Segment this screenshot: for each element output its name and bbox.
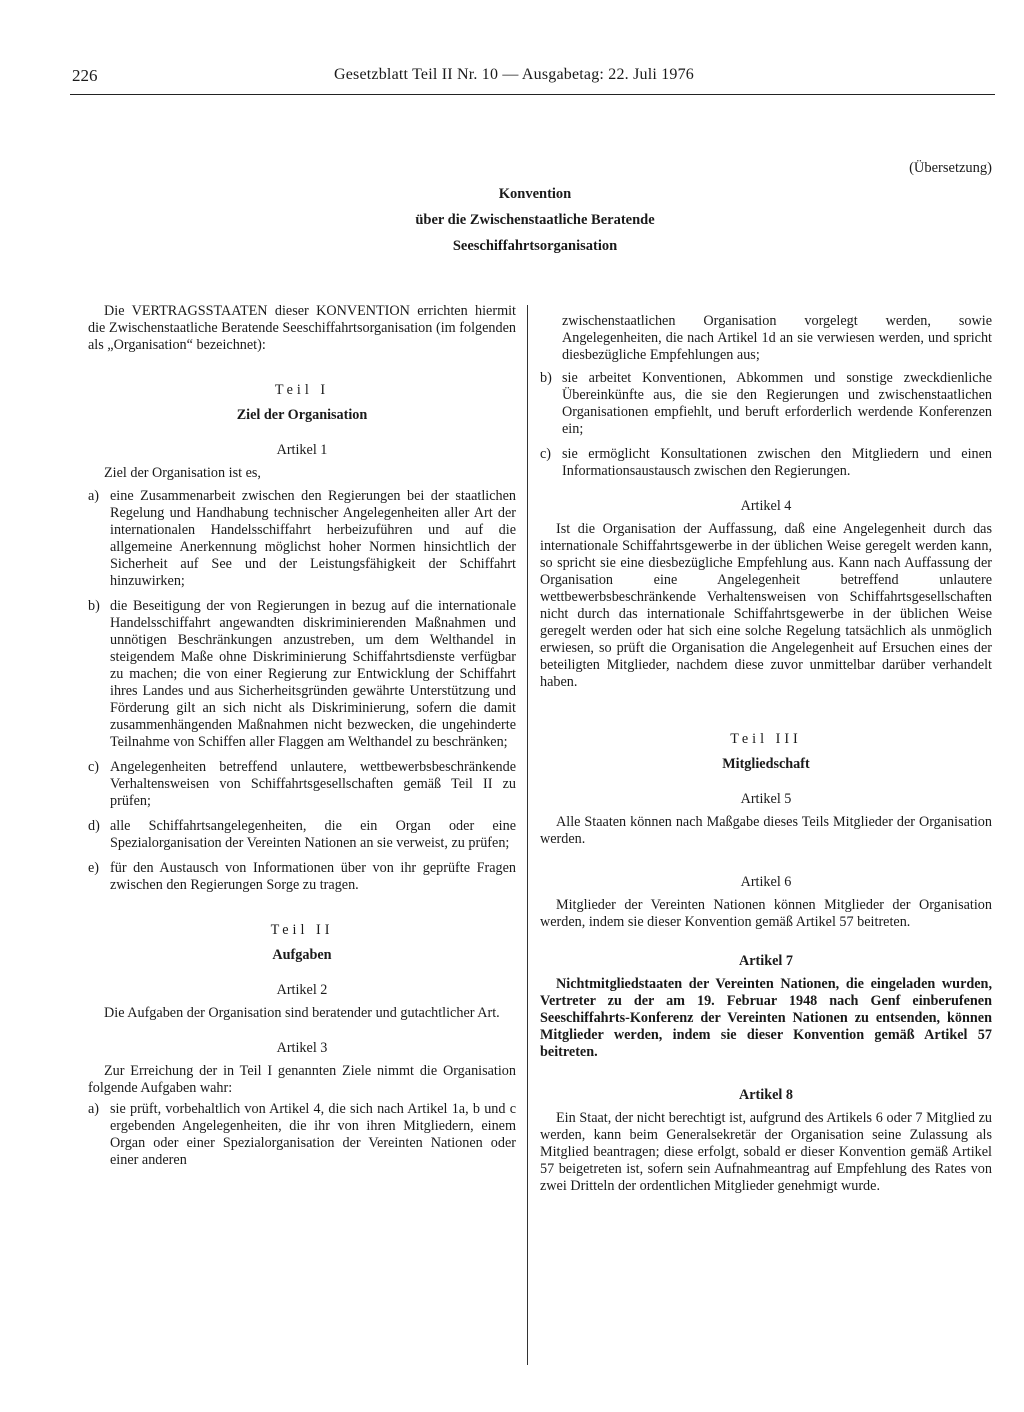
part-title: Aufgaben bbox=[272, 947, 332, 963]
article-text: Alle Staaten können nach Maßgabe dieses Teils Mitglieder der Organisation werden. bbox=[540, 814, 992, 847]
article-text: Mitglieder der Vereinten Nationen können Mitglieder der Organisation werden, indem sie dieser Konvention gemäß Artikel 57 beitreten. bbox=[540, 897, 992, 930]
article-heading: Artikel 2 bbox=[276, 982, 328, 998]
list-text: Angelegenheiten betreffend unlautere, wettbewerbsbeschränkende Verhaltensweisen von Schiffahrtsgesellschaften gemäß Teil II zu prüfen; bbox=[110, 759, 516, 809]
article-heading: Artikel 6 bbox=[740, 874, 792, 890]
list-label: c) bbox=[540, 446, 552, 462]
right-column bbox=[540, 313, 992, 1195]
article-heading: Artikel 3 bbox=[276, 1040, 328, 1056]
list-text: für den Austausch von Informationen über von ihr geprüfte Fragen zwischen den Regierungen Sorge zu tragen. bbox=[110, 860, 516, 893]
article-text: Zur Erreichung der in Teil I genannten Ziele nimmt die Organisation folgende Aufgaben wahr: bbox=[88, 1063, 516, 1096]
list-item bbox=[88, 488, 516, 590]
article-heading: Artikel 7 bbox=[739, 953, 793, 969]
title-line-2: über die Zwischenstaatliche Beratende bbox=[415, 212, 655, 228]
list-text: eine Zusammenarbeit zwischen den Regierungen bei der staatlichen Regelung und Handhabung technischer Angelegenheiten aller Art der internationalen Handelsschiffahrt herbeizuführen und auf die allgemeine Anerkennung möglichst hoher Normen hinsichtlich der Sicherheit auf See und der Leistungsfähigkeit der Schiffahrt hinzuwirken; bbox=[110, 488, 516, 589]
list-text: sie ermöglicht Konsultationen zwischen den Mitgliedern und einen Informationsaustausch zwischen den Regierungen. bbox=[562, 446, 992, 479]
translation-note: (Übersetzung) bbox=[909, 160, 992, 176]
title-line-3: Seeschiffahrtsorganisation bbox=[452, 238, 618, 254]
list-label: e) bbox=[88, 860, 100, 876]
list-item bbox=[88, 1101, 516, 1169]
left-column bbox=[88, 303, 516, 1169]
article-text: Ziel der Organisation ist es, bbox=[104, 465, 261, 481]
page-number: 226 bbox=[72, 66, 98, 85]
list-text: alle Schiffahrtsangelegenheiten, die ein Organ oder eine Spezialorganisation der Vereinten Nationen an sie verweist, zu prüfen; bbox=[110, 818, 516, 851]
part-heading: Teil II bbox=[270, 922, 334, 938]
list-label: d) bbox=[88, 818, 100, 834]
column-divider bbox=[527, 305, 528, 1365]
list-label: b) bbox=[88, 598, 100, 614]
article-text: Die Aufgaben der Organisation sind beratender und gutachtlicher Art. bbox=[104, 1005, 500, 1021]
article-text: Nichtmitgliedstaaten der Vereinten Nationen, die eingeladen wurden, Vertreter zu der am 19. Februar 1948 nach Genf einberufenen Seeschiffahrts-Konferenz der Vereinten Nationen zu entsenden, können Mitglieder werden, indem sie dieser Konvention gemäß Artikel 57 beitreten. bbox=[540, 976, 992, 1060]
title-line-1: Konvention bbox=[498, 186, 572, 202]
part-title: Ziel der Organisation bbox=[236, 407, 368, 423]
list-item bbox=[540, 370, 992, 438]
article-heading: Artikel 5 bbox=[740, 791, 792, 807]
part-heading: Teil III bbox=[730, 731, 802, 747]
list-item bbox=[540, 446, 992, 480]
list-label: b) bbox=[540, 370, 552, 386]
article-text: Ein Staat, der nicht berechtigt ist, aufgrund des Artikels 6 oder 7 Mitglied zu werden, kann beim Generalsekretär der Organisation seine Zulassung als Mitglied beantragen; diese erfolgt, sobald er dieser Konvention gemäß Artikel 57 beigetreten ist, sofern sein Aufnahmeantrag auf Empfehlung des Rates von zwei Dritteln der ordentlichen Mitglieder genehmigt wurde. bbox=[540, 1110, 992, 1194]
part-heading: Teil I bbox=[274, 382, 330, 398]
list-item bbox=[88, 598, 516, 751]
list-label: a) bbox=[88, 488, 100, 504]
article-heading: Artikel 1 bbox=[276, 442, 328, 458]
list-continuation: zwischenstaatlichen Organisation vorgelegt werden, sowie Angelegenheiten, die nach Artikel 1d an sie verwiesen werden, und spricht diesbezügliche Empfehlungen aus; bbox=[562, 313, 992, 363]
list-label: a) bbox=[88, 1101, 100, 1117]
article-heading: Artikel 8 bbox=[739, 1087, 793, 1103]
list-item bbox=[88, 759, 516, 810]
document-title bbox=[330, 186, 740, 264]
list-label: c) bbox=[88, 759, 100, 775]
preamble: Die VERTRAGSSTAATEN dieser KONVENTION errichten hiermit die Zwischenstaatliche Beratende Seeschiffahrtsorganisation (im folgenden als „Organisation“ bezeichnet): bbox=[88, 303, 516, 353]
part-title: Mitgliedschaft bbox=[722, 756, 810, 772]
page-header bbox=[70, 62, 995, 95]
article-text: Ist die Organisation der Auffassung, daß eine Angelegenheit durch das internationale Schiffahrtsgewerbe in der üblichen Weise geregelt werden kann, so spricht sie eine diesbezügliche Empfehlung aus. Kann nach Auffassung der Organisation eine Angelegenheit betreffend unlautere wettbewerbsbeschränkende Verhaltensweisen von Schiffahrtsgesellschaften nicht durch das internationale Schiffahrtsgewerbe in der üblichen Weise geregelt werden oder hat sich eine solche Regelung tatsächlich als unmöglich erwiesen, so prüft die Organisation die Angelegenheit auf Ersuchen eines der beteiligten Mitglieder, nachdem diese zuvor unmittelbar darüber verhandelt haben. bbox=[540, 521, 992, 690]
running-title: Gesetzblatt Teil II Nr. 10 — Ausgabetag: 22. Juli 1976 bbox=[334, 66, 694, 83]
list-text: die Beseitigung der von Regierungen in bezug auf die internationale Handelsschiffahrt angewandten diskriminierenden Maßnahmen und unnötigen Beschränkungen anzustreben, um dem Welthandel in steigendem Maße ohne Diskriminierung Schiffahrtsdienste verfügbar zu machen; die von einer Regierung zur Entwicklung der Schiffahrt ihres Landes und aus Sicherheitsgründen gewährte Unterstützung und Förderung gilt an sich nicht als Diskriminierung, sofern die damit zusammenhängenden Maßnahmen nicht bezwecken, die ungehinderte Teilnahme von Schiffen aller Flaggen am Welthandel zu beschränken; bbox=[110, 598, 516, 750]
list-item bbox=[88, 860, 516, 894]
article-heading: Artikel 4 bbox=[740, 498, 792, 514]
list-item bbox=[88, 818, 516, 852]
list-text: sie prüft, vorbehaltlich von Artikel 4, die sich nach Artikel 1a, b und c ergebenden Angelegenheiten, die ihr von ihren Mitgliedern, einem Organ oder einer Spezialorganisation der Vereinten Nationen oder einer anderen bbox=[110, 1101, 516, 1168]
list-text: sie arbeitet Konventionen, Abkommen und sonstige zweckdienliche Übereinkünfte aus, die sie den Regierungen und zwischenstaatlichen Organisationen empfiehlt, und beruft erforderlich werdende Konferenzen ein; bbox=[562, 370, 992, 437]
